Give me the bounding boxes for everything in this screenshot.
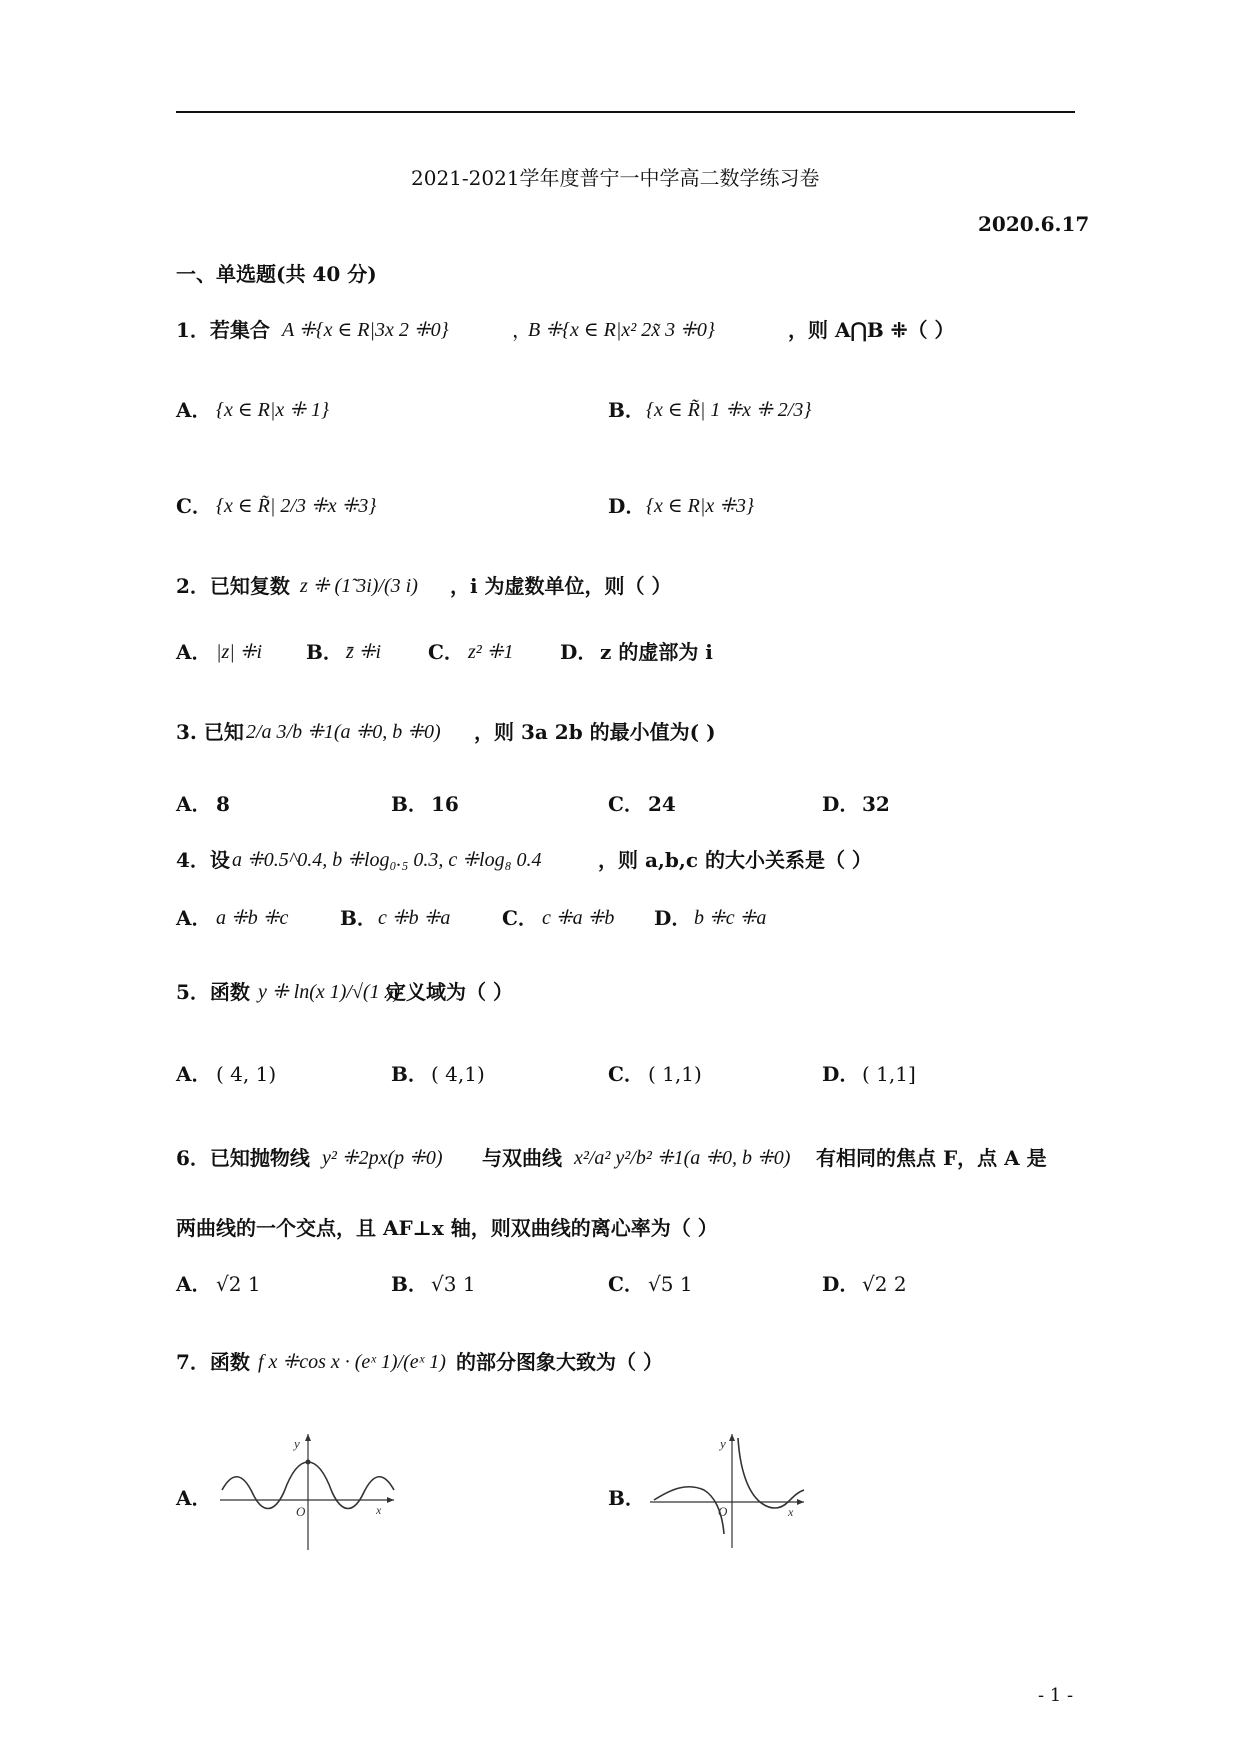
q2-option-b-label: B． bbox=[306, 640, 343, 664]
q3-option-b: 16 bbox=[431, 792, 459, 816]
q4-option-a-label: A． bbox=[176, 906, 212, 930]
q1-set-b: B ⁜{x ∈ R|x² 2x̃ 3 ⁜0} bbox=[528, 319, 715, 341]
q6-mid: 与双曲线 bbox=[482, 1146, 562, 1170]
q2-option-d-label: D． bbox=[560, 640, 598, 664]
section-heading: 一、单选题(共 40 分) bbox=[176, 262, 377, 286]
q5-option-b-label: B． bbox=[391, 1062, 428, 1086]
q2-option-a: |z| ⁜i bbox=[216, 641, 263, 663]
q6-stem: 6．已知抛物线 bbox=[176, 1146, 310, 1170]
q5-option-d-label: D． bbox=[822, 1062, 860, 1086]
q7-option-b-graph bbox=[648, 1430, 808, 1550]
q5-option-b: ( 4,1) bbox=[431, 1062, 485, 1086]
q1-option-a: {x ∈ R|x ⁜ 1} bbox=[216, 399, 330, 421]
q7-a-y-label: y bbox=[294, 1436, 300, 1451]
q6-option-b-label: B． bbox=[391, 1272, 428, 1296]
q2-expression: z ⁜ (1̃ 3i)/(3 i) bbox=[300, 575, 418, 597]
q1-stem: 1．若集合 bbox=[176, 318, 270, 342]
q6-line2: 两曲线的一个交点，且 AF⊥x 轴，则双曲线的离心率为（ ） bbox=[176, 1216, 718, 1240]
q6-parabola: y² ⁜2px(p ⁜0) bbox=[322, 1147, 443, 1169]
q3-option-a: 8 bbox=[216, 792, 230, 816]
q1-set-a: A ⁜{x ∈ R|3x 2 ⁜0} bbox=[282, 319, 449, 341]
q1-option-a-label: A． bbox=[176, 398, 212, 422]
q2-option-a-label: A． bbox=[176, 640, 212, 664]
q5-stem: 5．函数 bbox=[176, 980, 250, 1004]
q4-option-d-label: D． bbox=[654, 906, 692, 930]
q5-option-a-label: A． bbox=[176, 1062, 212, 1086]
q5-expression: y ⁜ ln(x 1)/√(1 x) bbox=[258, 981, 401, 1003]
q4-stem: 4．设 bbox=[176, 848, 230, 872]
q4-option-b: c ⁜b ⁜a bbox=[378, 907, 451, 929]
q2-option-c-label: C． bbox=[428, 640, 464, 664]
q1-option-b-label: B． bbox=[608, 398, 645, 422]
q7-tail: 的部分图象大致为（ ） bbox=[456, 1350, 663, 1374]
q2-option-b: z̄ ⁜i bbox=[346, 641, 382, 663]
page-number: - 1 - bbox=[1038, 1685, 1074, 1706]
q3-option-d-label: D． bbox=[822, 792, 860, 816]
q7-option-b-label: B． bbox=[608, 1486, 645, 1510]
q7-b-origin-label: O bbox=[718, 1504, 728, 1519]
q6-option-d: √2 2 bbox=[862, 1272, 907, 1296]
q2-stem: 2．已知复数 bbox=[176, 574, 290, 598]
q3-tail: ，则 3a 2b 的最小值为( ) bbox=[474, 720, 716, 744]
q1-tail: ，则 A⋂B ⁜（ ） bbox=[788, 318, 955, 342]
q7-b-x-label: x bbox=[788, 1505, 794, 1519]
q7-b-y-label: y bbox=[720, 1436, 726, 1451]
q1-option-d-label: D． bbox=[608, 494, 646, 518]
q1-option-b: {x ∈ R̃| 1 ⁜x ⁜ 2/3} bbox=[646, 399, 812, 421]
q4-option-a: a ⁜b ⁜c bbox=[216, 907, 289, 929]
page-title: 2021-2021学年度普宁一中学高二数学练习卷 bbox=[411, 166, 820, 190]
q5-tail: 定义域为（ ） bbox=[386, 980, 513, 1004]
q7-a-origin-label: O bbox=[296, 1504, 306, 1519]
q3-option-a-label: A． bbox=[176, 792, 212, 816]
q5-option-c: ( 1,1) bbox=[648, 1062, 702, 1086]
q3-stem: 3. 已知 bbox=[176, 720, 244, 744]
q3-expression: 2/a 3/b ⁜1(a ⁜0, b ⁜0) bbox=[246, 721, 441, 743]
q7-option-a-label: A． bbox=[176, 1486, 212, 1510]
q1-option-d: {x ∈ R|x ⁜3} bbox=[646, 495, 755, 517]
q5-option-d: ( 1,1] bbox=[862, 1062, 916, 1086]
q1-option-c: {x ∈ R̃| 2/3 ⁜x ⁜3} bbox=[216, 495, 377, 517]
q6-tail: 有相同的焦点 F，点 A 是 bbox=[816, 1146, 1047, 1170]
q6-option-a: √2 1 bbox=[216, 1272, 261, 1296]
q7-expression: f x ⁜cos x · (eˣ 1)/(eˣ 1) bbox=[258, 1351, 446, 1373]
q2-tail: ，i 为虚数单位，则（ ） bbox=[450, 574, 672, 598]
q7-a-x-label: x bbox=[376, 1503, 382, 1517]
q3-option-b-label: B． bbox=[391, 792, 428, 816]
header-rule bbox=[176, 111, 1075, 113]
q2-option-c: z² ⁜1 bbox=[468, 641, 514, 663]
q3-option-d: 32 bbox=[862, 792, 890, 816]
q3-option-c-label: C． bbox=[608, 792, 644, 816]
q4-tail: ，则 a,b,c 的大小关系是（ ） bbox=[598, 848, 872, 872]
q1-option-c-label: C． bbox=[176, 494, 212, 518]
q6-option-c: √5 1 bbox=[648, 1272, 693, 1296]
q2-option-d: z 的虚部为 i bbox=[600, 640, 713, 664]
q7-option-a-graph bbox=[218, 1428, 398, 1552]
q6-option-b: √3 1 bbox=[431, 1272, 476, 1296]
q6-option-a-label: A． bbox=[176, 1272, 212, 1296]
q6-hyperbola: x²/a² y²/b² ⁜1(a ⁜0, b ⁜0) bbox=[574, 1147, 791, 1169]
q4-expression: a ⁜0.5^0.4, b ⁜log₀.₅ 0.3, c ⁜log₈ 0.4 bbox=[232, 849, 542, 871]
exam-date: 2020.6.17 bbox=[978, 212, 1090, 236]
q1-comma: ， bbox=[512, 318, 532, 342]
q4-option-b-label: B． bbox=[340, 906, 377, 930]
q4-option-c: c ⁜a ⁜b bbox=[542, 907, 615, 929]
q3-option-c: 24 bbox=[648, 792, 676, 816]
q7-stem: 7．函数 bbox=[176, 1350, 250, 1374]
q6-option-d-label: D． bbox=[822, 1272, 860, 1296]
q5-option-c-label: C． bbox=[608, 1062, 644, 1086]
q5-option-a: ( 4, 1) bbox=[216, 1062, 277, 1086]
q4-option-d: b ⁜c ⁜a bbox=[694, 907, 767, 929]
q4-option-c-label: C． bbox=[502, 906, 538, 930]
q6-option-c-label: C． bbox=[608, 1272, 644, 1296]
